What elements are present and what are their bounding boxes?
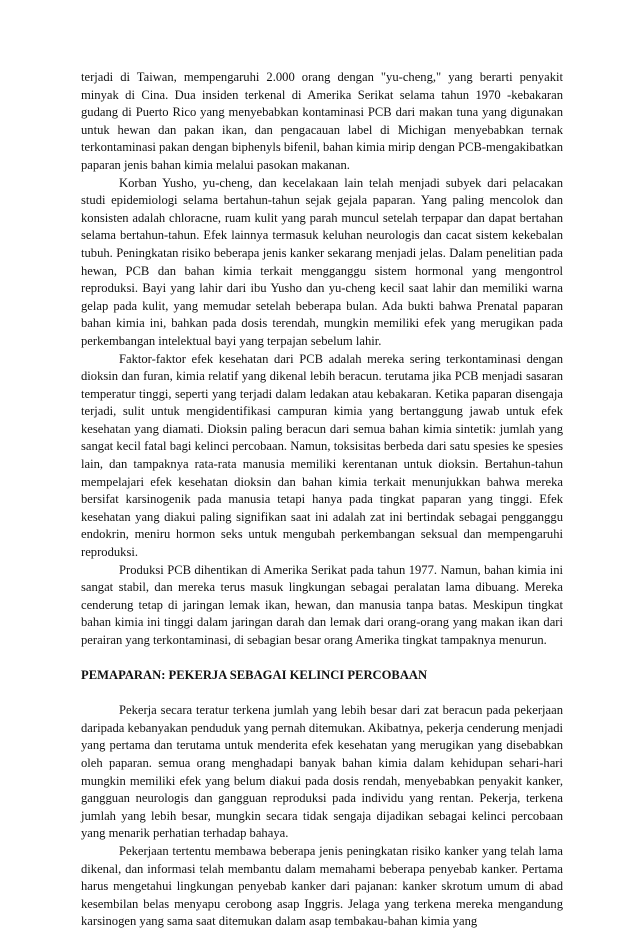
paragraph-1: terjadi di Taiwan, mempengaruhi 2.000 orang dengan "yu-cheng," yang berarti penyakit minyak di Cina. Dua insiden terkenal di Amerika Serikat selama tahun 1970 -kebakaran gudang di Puerto Rico yang menyebabkan kontaminasi PCB dari makan tuna yang digunakan untuk hewan dan pakan ikan, dan pengacauan label di Michigan menyebabkan ternak terkontaminasi pakan dengan biphenyls bifenil, bahan kimia mirip dengan PCB-mengakibatkan paparan jenis bahan kimia melalui pasokan makanan. (81, 70, 563, 172)
paragraph-3: Faktor-faktor efek kesehatan dari PCB adalah mereka sering terkontaminasi dengan dioksin dan furan, kimia relatif yang dikenal lebih beracun. terutama jika PCB menjadi sasaran temperatur tinggi, seperti yang terjadi dalam ledakan atau kebakaran. Ketika paparan disengaja terjadi, sulit untuk mengidentifikasi campuran kimia yang bertanggung jawab untuk efek kesehatan yang diamati. Dioksin paling beracun dari semua bahan kimia sintetik: jumlah yang sangat kecil fatal bagi kelinci percobaan. Namun, toksisitas berbeda dari satu spesies ke spesies lain, dan tampaknya rata-rata manusia memiliki kerentanan untuk dioksin. Bertahun-tahun mempelajari efek kesehatan dioksin dan bahan kimia terkait menunjukkan bahwa mereka bersifat karsinogenik pada manusia tetapi hanya pada tingkat paparan yang tinggi. Efek kesehatan yang diakui paling signifikan saat ini adalah zat ini bertindak sebagai pengganggu endokrin, meniru hormon seks untuk mengubah perkembangan seksual dan mempengaruhi reproduksi. (81, 351, 563, 560)
paragraph-5: Pekerja secara teratur terkena jumlah yang lebih besar dari zat beracun pada pekerjaan daripada kebanyakan penduduk yang pernah ditemukan. Akibatnya, pekerja cenderung menjadi yang pertama dan terutama untuk menderita efek kesehatan yang merugikan yang disebabkan oleh paparan. semua orang menghadapi banyak bahan kimia dalam kehidupan sehari-hari mungkin memiliki efek yang belum diakui pada dosis rendah, menyebabkan penyakit kanker, gangguan neurologis dan gangguan reproduksi pada individu yang rentan. Pekerja, terkena jumlah yang lebih besar, mungkin secara tidak sengaja dijadikan sebagai kelinci percobaan yang menarik perhatian terhadap bahaya. (81, 703, 563, 841)
paragraph-6: Pekerjaan tertentu membawa beberapa jenis peningkatan risiko kanker yang telah lama dikenal, dan informasi telah membantu dalam memahami beberapa penyebab kanker. Pertama harus mengetahui lingkungan penyebab kanker dari pajanan: kanker skrotum umum di abad kesembilan belas menyapu cerobong asap Inggris. Jelaga yang terkena mereka mengandung karsinogen yang sama saat ditemukan dalam asap tembakau-bahan kimia yang (81, 843, 563, 929)
paragraph-4: Produksi PCB dihentikan di Amerika Serikat pada tahun 1977. Namun, bahan kimia ini sangat stabil, dan mereka terus masuk lingkungan sebagai peralatan lama dibuang. Mereka cenderung tetap di jaringan lemak ikan, hewan, dan manusia tanpa batas. Meskipun tingkat bahan kimia ini tinggi dalam jaringan darah dan lemak dari orang-orang yang makan ikan dari perairan yang terkontaminasi, di sebagian besar orang Amerika tingkat tampaknya menurun. (81, 562, 563, 647)
section-heading: PEMAPARAN: PEKERJA SEBAGAI KELINCI PERCOBAAN (81, 667, 428, 682)
paragraph-2: Korban Yusho, yu-cheng, dan kecelakaan lain telah menjadi subyek dari pelacakan studi epidemiologi selama bertahun-tahun sejak gejala paparan. Yang paling mencolok dan konsisten adalah chloracne, ruam kulit yang parah muncul setelah terpapar dan dapat bertahan selama bertahun-tahun. Efek lainnya termasuk keluhan neurologis dan cacat sistem kekebalan tubuh. Peningkatan risiko beberapa jenis kanker sekarang menjadi jelas. Dalam penelitian pada hewan, PCB dan bahan kimia terkait mengganggu sistem hormonal yang mengontrol reproduksi. Bayi yang lahir dari ibu Yusho dan yu-cheng kecil saat lahir dan memiliki warna gelap pada kulit, yang memudar setelah beberapa bulan. Ada bukti bahwa Prenatal paparan bahan kimia ini, bahkan pada dosis terendah, mungkin memiliki efek yang merugikan pada perkembangan intelektual bayi yang terpajan sebelum lahir. (81, 175, 563, 348)
document-page (81, 69, 563, 931)
